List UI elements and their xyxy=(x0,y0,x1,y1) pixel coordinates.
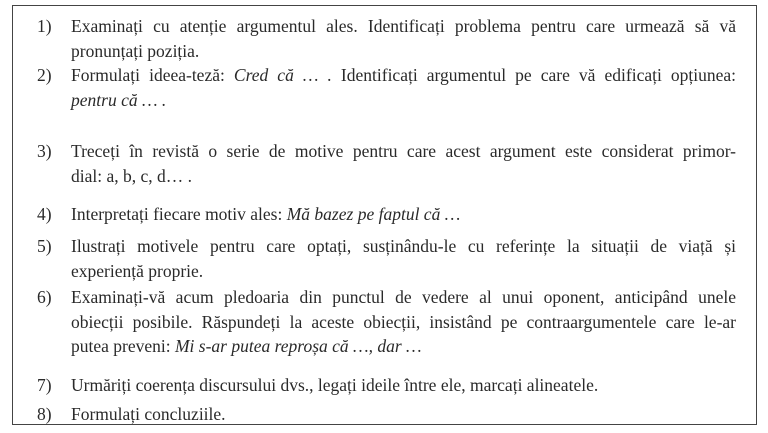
text-run: experiență proprie. xyxy=(71,260,204,281)
item-line xyxy=(71,14,736,39)
text-run: Examinați cu atenție argumentul ales. Identificați problema pentru care urmează să vă xyxy=(71,16,736,36)
italic-phrase: Mă bazez pe faptul că … xyxy=(286,204,461,224)
item-number: 7) xyxy=(37,375,52,395)
text-run: putea preveni: xyxy=(71,336,175,356)
item-number: 3) xyxy=(37,141,52,161)
item-line xyxy=(71,234,736,259)
item-line xyxy=(71,310,736,335)
item-text xyxy=(71,63,736,112)
italic-phrase: pentru că … . xyxy=(71,89,167,110)
item-text xyxy=(71,234,736,283)
item-line xyxy=(71,373,736,398)
item-line xyxy=(71,39,736,64)
item-number: 6) xyxy=(37,287,52,307)
item-text xyxy=(71,373,736,398)
item-text xyxy=(71,285,736,359)
item-number: 4) xyxy=(37,204,52,224)
item-line xyxy=(71,202,736,227)
item-text xyxy=(71,402,736,427)
text-run: Formulați concluziile. xyxy=(71,404,226,424)
item-text xyxy=(71,202,736,227)
item-number: 5) xyxy=(37,236,52,256)
item-number: 8) xyxy=(37,404,52,424)
text-run: Urmăriți coerența discursului dvs., legați ideile între ele, marcați alineatele. xyxy=(71,375,599,395)
text-run: Identificați argumentul pe care vă edificați opțiunea: xyxy=(331,65,737,85)
text-run: Ilustrați motivele pentru care optați, susținându-le cu referințe la situații de viață și xyxy=(71,236,736,256)
italic-phrase: Cred că … . xyxy=(233,65,332,85)
text-run: Formulați ideea-teză: xyxy=(71,65,234,85)
text-run: pronunțați poziția. xyxy=(71,40,200,61)
italic-phrase: Mi s-ar putea reproșa că …, dar … xyxy=(174,336,422,356)
item-line xyxy=(71,259,736,284)
text-run: Treceți în revistă o serie de motive pentru care acest argument este considerat primor- xyxy=(71,141,736,161)
item-text xyxy=(71,14,736,63)
item-number: 1) xyxy=(37,16,52,36)
item-line xyxy=(71,334,736,359)
text-run: Interpretați fiecare motiv ales: xyxy=(71,204,287,224)
item-line xyxy=(71,164,736,189)
text-run: Examinați-vă acum pledoaria din punctul de vedere al unui oponent, anticipând unele xyxy=(71,287,736,307)
item-line xyxy=(71,285,736,310)
instructions-list xyxy=(13,6,756,424)
text-run: dial: a, b, c, d… . xyxy=(71,165,193,186)
item-line xyxy=(71,63,736,88)
item-text xyxy=(71,139,736,188)
instructions-box xyxy=(12,5,757,425)
text-run: obiecții posibile. Răspundeți la aceste obiecții, insistând pe contraargumentele care le-ar xyxy=(71,311,736,332)
item-line xyxy=(71,88,736,113)
item-line xyxy=(71,139,736,164)
item-number: 2) xyxy=(37,65,52,85)
item-line xyxy=(71,402,736,427)
